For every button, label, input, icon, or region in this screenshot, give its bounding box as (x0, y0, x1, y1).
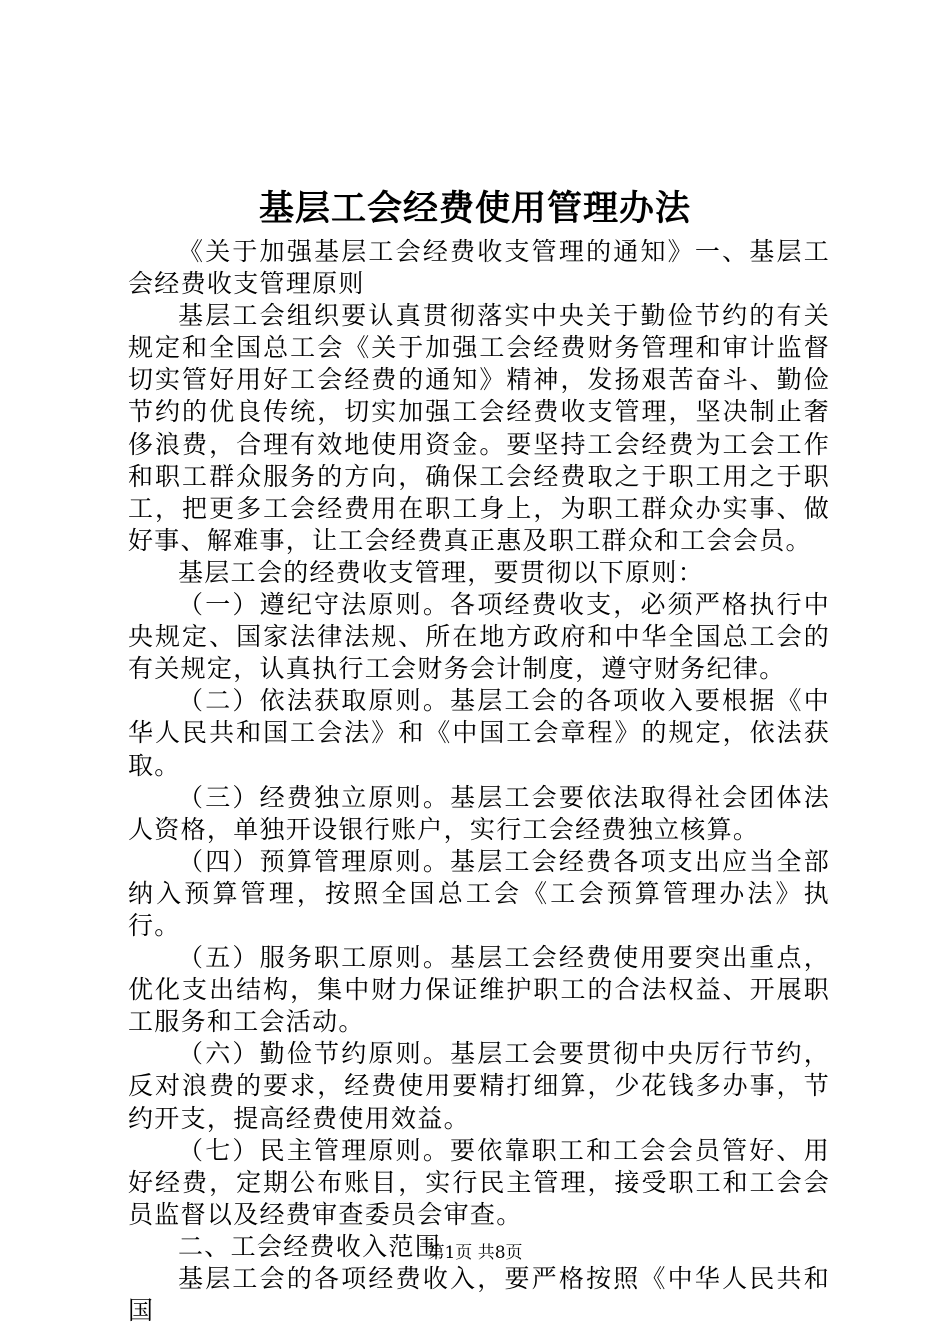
section-heading: 二、工会经费收入范围 (178, 1231, 442, 1261)
paragraph: （七）民主管理原则。要依靠职工和工会会员管好、用好经费，定期公布账目，实行民主管理，接受职工和工会会员监督以及经费审查委员会审查。 (128, 1135, 830, 1229)
paragraph: （三）经费独立原则。基层工会要依法取得社会团体法人资格，单独开设银行账户，实行工会经费独立核算。 (128, 782, 830, 844)
page-title: 基层工会经费使用管理办法 (258, 188, 691, 229)
paragraph: （一）遵纪守法原则。各项经费收支，必须严格执行中央规定、国家法律法规、所在地方政府和中华全国总工会的有关规定，认真执行工会财务会计制度，遵守财务纪律。 (128, 590, 830, 684)
page-number-footer: 第1页 共8页 (427, 1243, 523, 1263)
paragraph: （二）依法获取原则。基层工会的各项收入要根据《中华人民共和国工会法》和《中国工会章程》的规定，依法获取。 (128, 686, 830, 780)
paragraph: 《关于加强基层工会经费收支管理的通知》一、基层工会经费收支管理原则 (128, 237, 830, 299)
paragraph: （六）勤俭节约原则。基层工会要贯彻中央厉行节约，反对浪费的要求，经费使用要精打细算，少花钱多办事，节约开支，提高经费使用效益。 (128, 1039, 830, 1133)
paragraph: 基层工会的经费收支管理，要贯彻以下原则： (178, 557, 705, 587)
paragraph: 基层工会的各项经费收入，要严格按照《中华人民共和国 (128, 1264, 830, 1326)
paragraph: （五）服务职工原则。基层工会经费使用要突出重点，优化支出结构，集中财力保证维护职工的合法权益、开展职工服务和工会活动。 (128, 943, 830, 1037)
paragraph: 基层工会组织要认真贯彻落实中央关于勤俭节约的有关规定和全国总工会《关于加强工会经费财务管理和审计监督切实管好用好工会经费的通知》精神，发扬艰苦奋斗、勤俭节约的优良传统，切实加强工会经费收支管理，坚决制止奢侈浪费，合理有效地使用资金。要坚持工会经费为工会工作和职工群众服务的方向，确保工会经费取之于职工用之于职工，把更多工会经费用在职工身上，为职工群众办实事、做好事、解难事，让工会经费真正惠及职工群众和工会会员。 (128, 301, 830, 555)
document-body (128, 236, 830, 1327)
paragraph: （四）预算管理原则。基层工会经费各项支出应当全部纳入预算管理，按照全国总工会《工会预算管理办法》执行。 (128, 846, 830, 940)
